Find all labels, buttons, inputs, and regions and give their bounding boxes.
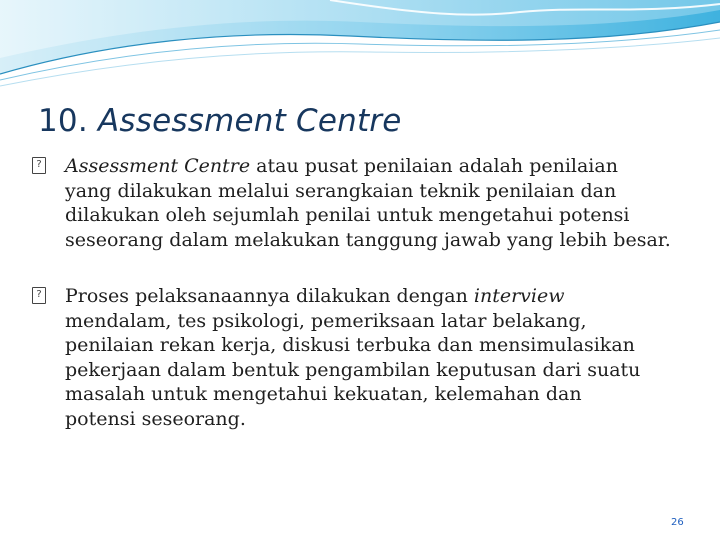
page-number: 26 (671, 517, 684, 528)
text-line: dilakukan oleh sejumlah penilai untuk mengetahui potensi (65, 204, 630, 226)
text-line: pekerjaan dalam bentuk pengambilan keputusan dari suatu (65, 358, 641, 381)
paragraph-assessment-centre (32, 154, 702, 252)
text-line: masalah untuk mengetahui kekuatan, kelemahan dan (65, 383, 582, 405)
term-italic: interview (473, 285, 565, 307)
text-line: mendalam, tes psikologi, pemeriksaan latar belakang, (65, 309, 587, 332)
term-italic: Assessment Centre (65, 155, 251, 177)
slide-body (32, 154, 702, 457)
text-line: penilaian rekan kerja, diskusi terbuka dan mensimulasikan (65, 334, 635, 356)
header-wave-decoration (0, 0, 720, 90)
paragraph-process (32, 284, 702, 431)
text-line: potensi seseorang. (65, 407, 246, 430)
title-text: Assessment Centre (97, 103, 402, 139)
text-line: Proses pelaksanaannya dilakukan dengan interview (65, 285, 565, 307)
title-number: 10. (38, 103, 88, 139)
text-line: yang dilakukan melalui serangkaian teknik penilaian dan (65, 179, 617, 202)
bullet-icon: ? (32, 287, 46, 304)
slide-title (38, 103, 402, 139)
bullet-icon: ? (32, 157, 46, 174)
text-line: Assessment Centre atau pusat penilaian adalah penilaian (65, 155, 618, 177)
text-line: seseorang dalam melakukan tanggung jawab yang lebih besar. (65, 228, 671, 251)
